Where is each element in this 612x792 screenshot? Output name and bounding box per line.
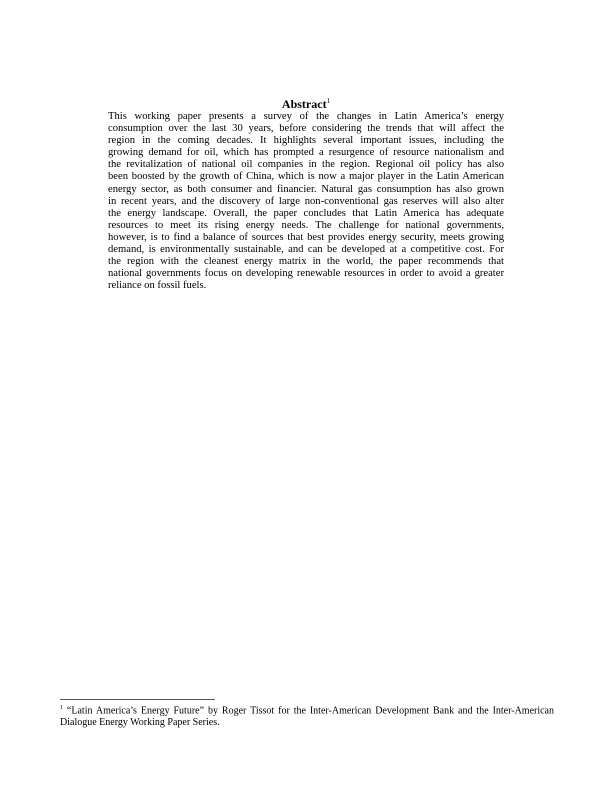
footnote-line-2: Dialogue Energy Working Paper Series. xyxy=(60,716,220,728)
abstract-line: growing demand for oil, which has prompted a resurgence of resource nationalism and xyxy=(108,147,504,159)
abstract-line: resources to meet its rising energy needs. The challenge for national governments, xyxy=(108,219,504,231)
abstract-line: reliance on fossil fuels. xyxy=(108,280,207,292)
abstract-line: however, is to find a balance of sources that best provides energy security, meets growing xyxy=(108,231,504,243)
abstract-line: demand, is environmentally sustainable, and can be developed at a competitive cost. For xyxy=(108,244,504,256)
footnote-reference: 1 xyxy=(326,97,331,105)
abstract-line: consumption over the last 30 years, before considering the trends that will affect the xyxy=(108,123,504,135)
footnote-text: “Latin America’s Energy Future” by Roger Tissot for the Inter-American Development Bank and the Inter-American xyxy=(63,705,554,717)
abstract-line: national governments focus on developing renewable resources in order to avoid a greater xyxy=(108,268,504,280)
abstract-line: the revitalization of national oil companies in the region. Regional oil policy has also xyxy=(108,159,504,171)
abstract-line: region in the coming decades. It highlights several important issues, including the xyxy=(108,135,504,147)
abstract-heading xyxy=(0,97,612,112)
abstract-title: Abstract xyxy=(281,97,327,111)
abstract-line: the energy landscape. Overall, the paper concludes that Latin America has adequate xyxy=(108,207,504,219)
abstract-line: This working paper presents a survey of the changes in Latin America’s energy xyxy=(108,111,504,122)
abstract-line: been boosted by the growth of China, which is now a major player in the Latin American xyxy=(108,171,504,183)
abstract-line: the region with the cleanest energy matrix in the world, the paper recommends that xyxy=(108,256,504,268)
footnote xyxy=(60,703,554,728)
abstract-line: energy sector, as both consumer and financier. Natural gas consumption has also grown xyxy=(108,183,504,195)
abstract-body xyxy=(108,111,504,292)
footnote-line-1 xyxy=(60,703,554,717)
footnote-divider xyxy=(60,699,215,700)
footnote-mark: 1 xyxy=(60,705,63,711)
abstract-line: in recent years, and the discovery of large non-conventional gas reserves will also alter xyxy=(108,195,504,207)
